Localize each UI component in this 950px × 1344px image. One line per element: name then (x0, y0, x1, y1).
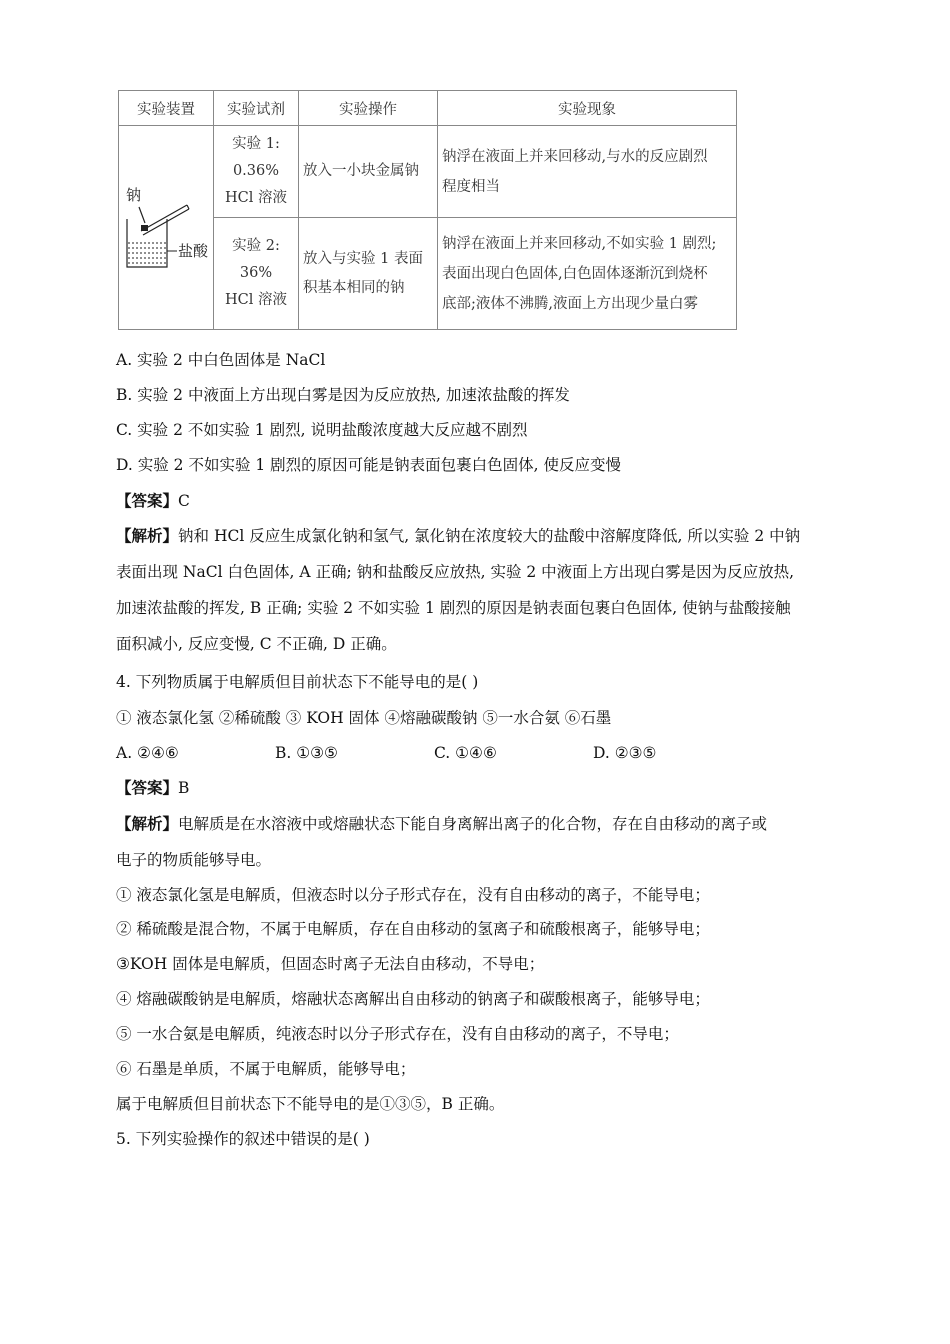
option-d: D. 实验 2 不如实验 1 剧烈的原因可能是钠表面包裹白色固体, 使反应变慢 (116, 456, 622, 474)
analysis-line: 属于电解质但目前状态下不能导电的是①③⑤，B 正确。 (116, 1095, 505, 1113)
table-row (119, 126, 737, 218)
analysis-line: ⑤ 一水合氨是电解质，纯液态时以分子形式存在，没有自由移动的离子，不导电； (116, 1025, 679, 1043)
hydrochloric-acid-label: 盐酸 (178, 241, 209, 260)
answer-value: B (178, 779, 190, 797)
analysis-line: ③KOH 固体是电解质，但固态时离子无法自由移动，不导电； (116, 955, 545, 973)
question-stem: 4. 下列物质属于电解质但目前状态下不能导电的是( ) (116, 673, 479, 691)
phenomenon-line: 钠浮在液面上并来回移动,不如实验 1 剧烈; (442, 235, 717, 252)
reagent-cell (214, 126, 299, 218)
phenomenon-line: 程度相当 (442, 178, 500, 195)
question-items: ① 液态氯化氢 ②稀硫酸 ③ KOH 固体 ④熔融碳酸钠 ⑤一水合氨 ⑥石墨 (116, 709, 612, 727)
answer-value: C (178, 492, 190, 510)
apparatus-cell (119, 126, 214, 330)
analysis-line (116, 525, 800, 547)
analysis-line: ④ 熔融碳酸钠是电解质，熔融状态离解出自由移动的钠离子和碳酸根离子，能够导电； (116, 990, 710, 1008)
analysis-line: ⑥ 石墨是单质，不属于电解质，能够导电； (116, 1060, 416, 1078)
operation-cell (299, 218, 438, 330)
analysis-line: 表面出现 NaCl 白色固体, A 正确; 钠和盐酸反应放热, 实验 2 中液面上方出现白雾是因为反应放热, (116, 563, 795, 581)
reagent-cell (214, 218, 299, 330)
reagent-line: 36% (239, 265, 273, 281)
table-header-row (119, 91, 737, 126)
analysis-text: 钠和 HCl 反应生成氯化钠和氢气, 氯化钠在浓度较大的盐酸中溶解度降低, 所以实验 2 中钠 (178, 527, 801, 545)
operation-line: 放入与实验 1 表面 (303, 250, 423, 267)
table-header: 实验现象 (438, 91, 737, 126)
reagent-line: 实验 1: (232, 136, 280, 152)
operation-line: 积基本相同的钠 (303, 279, 405, 296)
phenomenon-line: 表面出现白色固体,白色固体逐渐沉到烧杯 (442, 265, 708, 282)
choice-d: D. ②③⑤ (593, 744, 657, 762)
analysis-line: ② 稀硫酸是混合物，不属于电解质，存在自由移动的氢离子和硫酸根离子，能够导电； (116, 920, 710, 938)
reagent-line: HCl 溶液 (225, 292, 287, 308)
option-b: B. 实验 2 中液面上方出现白雾是因为反应放热, 加速浓盐酸的挥发 (116, 386, 570, 404)
reagent-line: HCl 溶液 (225, 190, 287, 206)
analysis-label: 【解析】 (116, 526, 179, 545)
table-header: 实验装置 (119, 91, 214, 126)
operation-cell (299, 126, 438, 218)
option-c: C. 实验 2 不如实验 1 剧烈, 说明盐酸浓度越大反应越不剧烈 (116, 421, 528, 439)
beaker-apparatus-diagram (119, 173, 213, 283)
question-stem: 5. 下列实验操作的叙述中错误的是( ) (116, 1130, 370, 1148)
analysis-line (116, 813, 767, 835)
option-a: A. 实验 2 中白色固体是 NaCl (116, 351, 326, 369)
choice-b: B. ①③⑤ (275, 744, 338, 762)
answer-label: 【答案】 (116, 491, 179, 510)
choice-a: A. ②④⑥ (116, 744, 179, 762)
answer-line (116, 490, 190, 512)
analysis-text: 电解质是在水溶液中或熔融状态下能自身离解出离子的化合物，存在自由移动的离子或 (178, 815, 768, 833)
table-header: 实验试剂 (214, 91, 299, 126)
analysis-line: ① 液态氯化氢是电解质，但液态时以分子形式存在，没有自由移动的离子，不能导电； (116, 886, 710, 904)
reagent-line: 0.36% (232, 163, 280, 179)
phenomenon-cell (438, 218, 737, 330)
analysis-line: 面积减小, 反应变慢, C 不正确, D 正确。 (116, 635, 397, 653)
reagent-line: 实验 2: (232, 238, 280, 254)
analysis-line: 电子的物质能够导电。 (116, 851, 272, 869)
analysis-line: 加速浓盐酸的挥发, B 正确; 实验 2 不如实验 1 剧烈的原因是钠表面包裹白色固体, 使钠与盐酸接触 (116, 599, 791, 617)
table-header: 实验操作 (299, 91, 438, 126)
experiment-table (118, 90, 737, 330)
sodium-label: 钠 (126, 185, 142, 204)
operation-line: 放入一小块金属钠 (303, 163, 419, 179)
answer-line (116, 777, 189, 799)
analysis-label: 【解析】 (116, 814, 179, 833)
choice-c: C. ①④⑥ (434, 744, 497, 762)
phenomenon-line: 底部;液体不沸腾,液面上方出现少量白雾 (442, 295, 698, 312)
phenomenon-line: 钠浮在液面上并来回移动,与水的反应剧烈 (442, 148, 708, 165)
phenomenon-cell (438, 126, 737, 218)
answer-label: 【答案】 (116, 778, 179, 797)
